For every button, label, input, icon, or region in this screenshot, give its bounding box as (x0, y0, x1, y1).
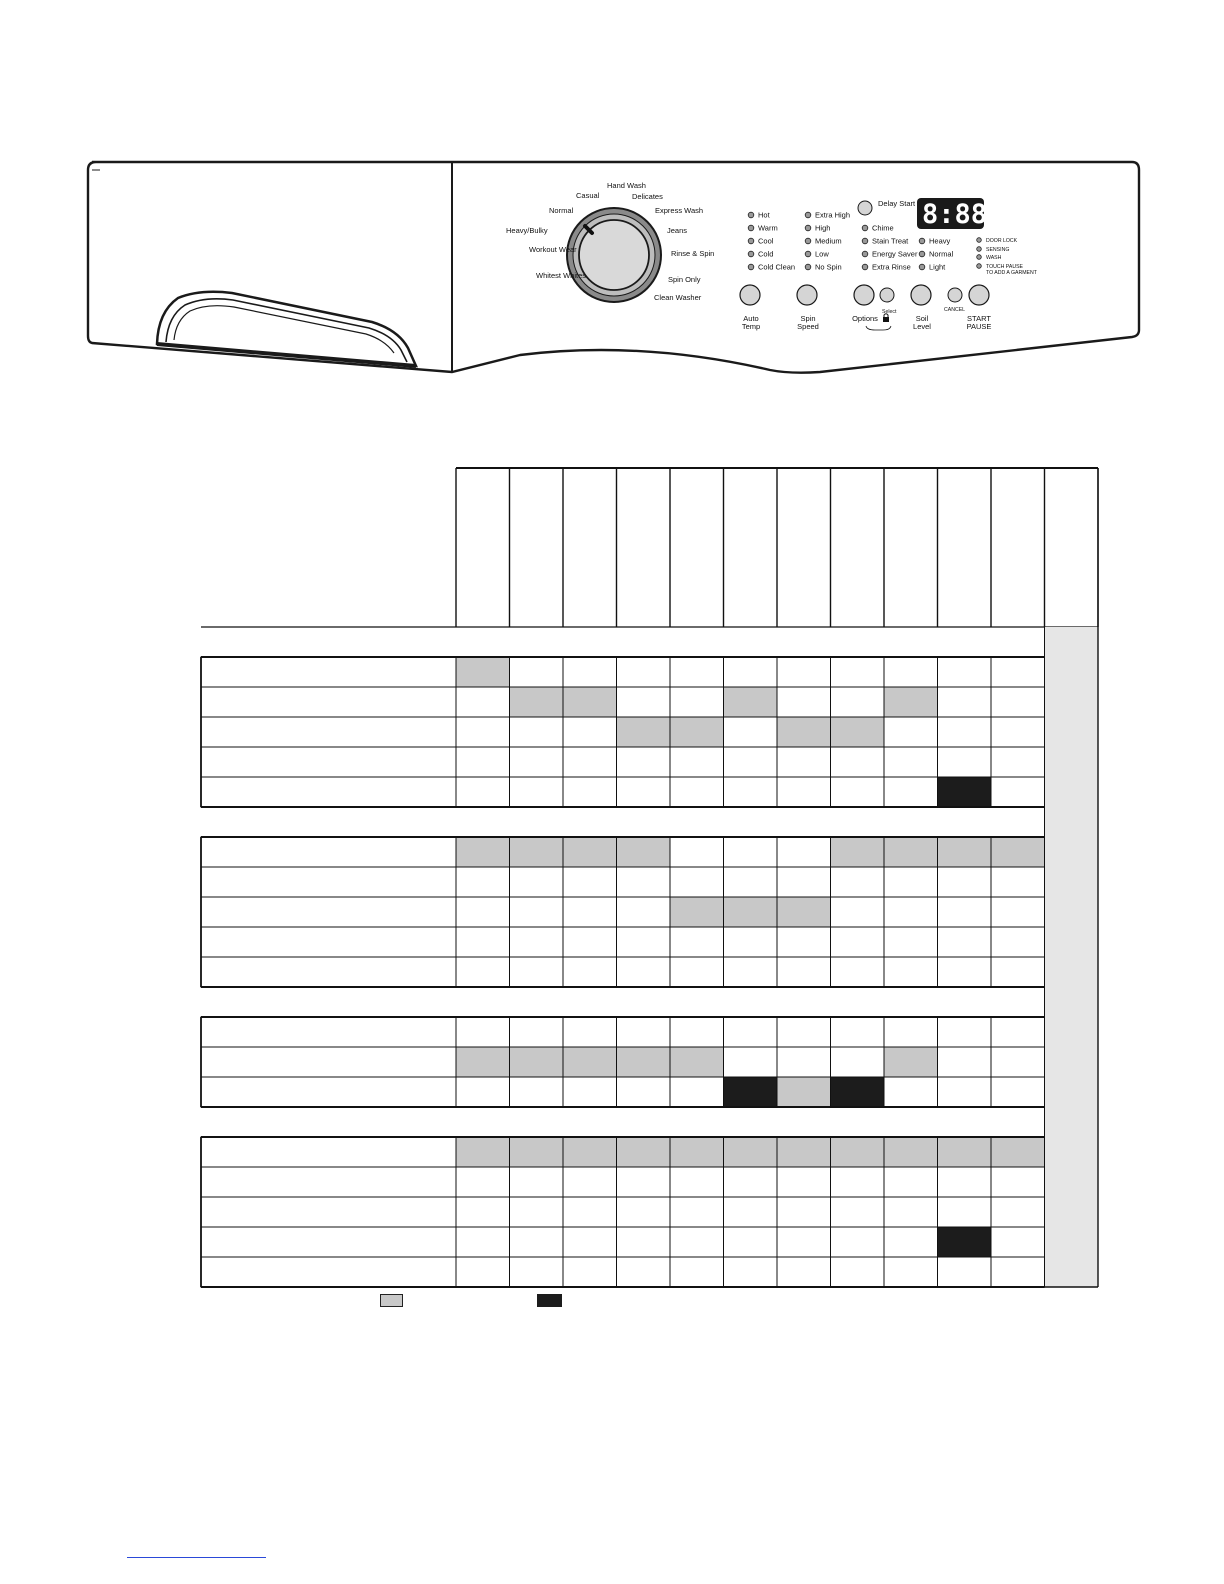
soil-indicator-label: Heavy (929, 236, 951, 246)
table-cell (884, 657, 938, 687)
table-row (201, 777, 1045, 807)
table-cell (777, 927, 831, 957)
table-cell (456, 927, 510, 957)
cycle-label: Jeans (667, 226, 688, 235)
table-row (201, 1197, 1045, 1227)
table-cell (724, 1257, 778, 1287)
table-cell (724, 1017, 778, 1047)
table-cell (670, 717, 724, 747)
table-cell (617, 1077, 671, 1107)
table-cell (510, 777, 564, 807)
table-cell (510, 747, 564, 777)
cycle-label: Clean Washer (654, 293, 702, 302)
table-cell (831, 927, 885, 957)
table-cell (831, 1047, 885, 1077)
table-cell (563, 1077, 617, 1107)
table-cell (456, 1137, 510, 1167)
table-cell (617, 1257, 671, 1287)
table-cell (510, 837, 564, 867)
table-cell (831, 897, 885, 927)
row-label-cell (201, 717, 456, 747)
table-cell (456, 1197, 510, 1227)
table-cell (617, 687, 671, 717)
table-cell (563, 747, 617, 777)
table-cell (670, 897, 724, 927)
table-cell (777, 657, 831, 687)
table-cell (777, 1137, 831, 1167)
table-cell (777, 897, 831, 927)
status-indicator-label: SENSING (986, 247, 1010, 253)
table-cell (884, 1197, 938, 1227)
table-cell (884, 1167, 938, 1197)
table-cell (991, 867, 1045, 897)
table-cell (938, 1227, 992, 1257)
table-cell (831, 747, 885, 777)
row-label-cell (201, 1077, 456, 1107)
temperature-indicator-label: Hot (758, 210, 770, 220)
row-label-cell (201, 657, 456, 687)
row-label-cell (201, 1137, 456, 1167)
table-row (201, 957, 1045, 987)
table-cell (777, 777, 831, 807)
table-cell (510, 1077, 564, 1107)
delay-start-label: Delay Start (878, 199, 916, 208)
row-label-cell (201, 957, 456, 987)
table-cell (831, 1137, 885, 1167)
table-cell (617, 957, 671, 987)
table-cell (724, 1197, 778, 1227)
table-cell (938, 1137, 992, 1167)
table-cell (510, 1197, 564, 1227)
table-cell (991, 1017, 1045, 1047)
table-cell (991, 1227, 1045, 1257)
row-label-cell (201, 1047, 456, 1077)
table-cell (724, 1137, 778, 1167)
cancel-label: CANCEL (944, 307, 966, 313)
table-row (201, 897, 1045, 927)
table-cell (938, 957, 992, 987)
option-indicator-label: Chime (872, 223, 894, 233)
temperature-indicator-label: Cool (758, 236, 774, 246)
row-label-cell (201, 867, 456, 897)
row-label-cell (201, 1017, 456, 1047)
table-cell (724, 777, 778, 807)
temperature-indicator-label: Warm (758, 223, 778, 233)
status-indicator-label: DOOR LOCK (986, 238, 1018, 244)
table-cell (510, 717, 564, 747)
table-cell (456, 657, 510, 687)
table-cell (777, 1197, 831, 1227)
table-cell (670, 657, 724, 687)
table-cell (670, 1017, 724, 1047)
table-cell (563, 717, 617, 747)
table-cell (991, 1077, 1045, 1107)
table-cell (938, 837, 992, 867)
table-cell (831, 1227, 885, 1257)
table-cell (938, 1197, 992, 1227)
table-cell (724, 687, 778, 717)
table-cell (670, 837, 724, 867)
cycle-label: Heavy/Bulky (506, 226, 548, 235)
row-label-cell (201, 747, 456, 777)
table-cell (884, 747, 938, 777)
row-label-cell (201, 1257, 456, 1287)
footer-link-underline[interactable] (127, 1557, 266, 1558)
table-cell (670, 957, 724, 987)
table-cell (563, 687, 617, 717)
table-cell (884, 777, 938, 807)
legend-default-swatch (380, 1294, 403, 1307)
table-cell (617, 717, 671, 747)
table-cell (831, 867, 885, 897)
table-cell (884, 1257, 938, 1287)
table-cell (884, 1017, 938, 1047)
table-cell (884, 927, 938, 957)
table-cell (938, 1047, 992, 1077)
table-cell (510, 927, 564, 957)
table-cell (884, 837, 938, 867)
table-cell (991, 777, 1045, 807)
table-cell (617, 1137, 671, 1167)
table-cell (670, 1167, 724, 1197)
table-cell (831, 1077, 885, 1107)
table-cell (670, 1047, 724, 1077)
table-cell (938, 717, 992, 747)
table-cell (563, 1047, 617, 1077)
table-cell (617, 747, 671, 777)
temperature-indicator-label: Cold Clean (758, 262, 796, 272)
table-cell (563, 1197, 617, 1227)
table-cell (724, 897, 778, 927)
time-display-value: 8:88 (922, 199, 988, 230)
table-cell (938, 747, 992, 777)
cycle-label: Delicates (632, 192, 663, 201)
table-cell (884, 1047, 938, 1077)
table-cell (777, 957, 831, 987)
table-cell (563, 1017, 617, 1047)
spin-indicator-label: High (815, 223, 831, 233)
table-row (201, 747, 1045, 777)
table-row (201, 927, 1045, 957)
table-cell (617, 927, 671, 957)
table-cell (617, 1017, 671, 1047)
table-cell (724, 1167, 778, 1197)
table-cell (617, 1227, 671, 1257)
table-cell (884, 687, 938, 717)
table-cell (777, 1257, 831, 1287)
table-cell (670, 927, 724, 957)
cycle-label: Casual (576, 191, 600, 200)
table-cell (456, 777, 510, 807)
table-cell (831, 687, 885, 717)
table-cell (456, 957, 510, 987)
table-cell (938, 657, 992, 687)
option-indicator-label: Stain Treat (872, 236, 909, 246)
table-row (201, 657, 1045, 687)
table-cell (456, 1077, 510, 1107)
table-cell (777, 747, 831, 777)
table-cell (831, 777, 885, 807)
table-cell (777, 1227, 831, 1257)
table-cell (884, 897, 938, 927)
table-row (201, 837, 1045, 867)
spin-speed-label: Spin Speed (797, 314, 819, 331)
table-cell (563, 897, 617, 927)
table-cell (510, 1257, 564, 1287)
soil-level-label: Soil Level (913, 314, 931, 331)
cycle-label: Normal (549, 206, 574, 215)
option-indicator-label: Energy Saver (872, 249, 918, 259)
table-cell (617, 837, 671, 867)
table-cell (510, 1227, 564, 1257)
table-cell (777, 1017, 831, 1047)
spin-indicator-label: Medium (815, 236, 842, 246)
table-cell (991, 1257, 1045, 1287)
table-cell (456, 1227, 510, 1257)
table-cell (831, 1017, 885, 1047)
table-cell (991, 657, 1045, 687)
table-cell (831, 1197, 885, 1227)
table-cell (456, 837, 510, 867)
table-cell (670, 687, 724, 717)
table-cell (884, 1137, 938, 1167)
table-cell (991, 1167, 1045, 1197)
cycle-label: Express Wash (655, 206, 704, 215)
table-cell (991, 717, 1045, 747)
options-label: Options (852, 314, 878, 323)
table-cell (456, 747, 510, 777)
temperature-indicator-label: Cold (758, 249, 774, 259)
table-cell (510, 657, 564, 687)
table-cell (724, 1227, 778, 1257)
row-label-cell (201, 1227, 456, 1257)
table-cell (724, 1077, 778, 1107)
row-label-cell (201, 1167, 456, 1197)
table-row (201, 1167, 1045, 1197)
table-cell (617, 777, 671, 807)
cycle-label: Spin Only (668, 275, 701, 284)
table-cell (617, 867, 671, 897)
table-cell (617, 1197, 671, 1227)
table-cell (831, 837, 885, 867)
table-cell (563, 657, 617, 687)
soil-indicator-label: Light (929, 262, 946, 272)
table-row (201, 717, 1045, 747)
option-indicator-label: Extra Rinse (872, 262, 911, 272)
table-cell (991, 1047, 1045, 1077)
table-cell (777, 1047, 831, 1077)
spin-indicator-label: Low (815, 249, 829, 259)
table-cell (510, 897, 564, 927)
table-cell (563, 837, 617, 867)
table-cell (938, 867, 992, 897)
table-cell (456, 1047, 510, 1077)
cycle-label: Rinse & Spin (671, 249, 715, 258)
table-cell (563, 957, 617, 987)
table-cell (456, 1167, 510, 1197)
table-cell (831, 717, 885, 747)
table-cell (884, 957, 938, 987)
row-label-cell (201, 897, 456, 927)
table-row (201, 1077, 1045, 1107)
table-row (201, 1137, 1045, 1167)
table-cell (724, 1047, 778, 1077)
table-row (201, 1017, 1045, 1047)
table-cell (456, 867, 510, 897)
select-label: Select (882, 309, 897, 315)
table-cell (724, 717, 778, 747)
table-cell (991, 687, 1045, 717)
side-column-shading (1045, 627, 1099, 1287)
table-cell (724, 867, 778, 897)
status-indicator-label: TOUCH PAUSE TO ADD A GARMENT (986, 264, 1037, 276)
table-cell (938, 1077, 992, 1107)
table-cell (670, 867, 724, 897)
table-cell (510, 1137, 564, 1167)
status-indicator-label: WASH (986, 255, 1002, 261)
table-cell (724, 927, 778, 957)
row-label-cell (201, 777, 456, 807)
table-row (201, 1257, 1045, 1287)
table-cell (777, 717, 831, 747)
cycle-label: Hand Wash (607, 181, 646, 190)
table-cell (563, 927, 617, 957)
table-cell (831, 1257, 885, 1287)
table-cell (670, 1197, 724, 1227)
table-cell (563, 867, 617, 897)
table-cell (563, 777, 617, 807)
table-cell (991, 747, 1045, 777)
table-cell (991, 1197, 1045, 1227)
table-cell (991, 837, 1045, 867)
table-cell (938, 1017, 992, 1047)
table-cell (670, 1077, 724, 1107)
table-cell (777, 1167, 831, 1197)
table-cell (831, 657, 885, 687)
legend-setting-swatch (537, 1294, 562, 1307)
table-cell (510, 957, 564, 987)
table-cell (510, 1047, 564, 1077)
table-cell (456, 717, 510, 747)
table-cell (938, 897, 992, 927)
row-label-cell (201, 687, 456, 717)
cycle-label: Workout Wear (529, 245, 577, 254)
table-cell (563, 1257, 617, 1287)
auto-temp-label: Auto Temp (741, 314, 761, 331)
table-cell (670, 777, 724, 807)
row-label-cell (201, 837, 456, 867)
table-cell (884, 1227, 938, 1257)
table-cell (724, 837, 778, 867)
table-cell (563, 1167, 617, 1197)
table-cell (563, 1227, 617, 1257)
row-label-cell (201, 927, 456, 957)
table-row (201, 867, 1045, 897)
table-cell (617, 1047, 671, 1077)
table-cell (670, 1257, 724, 1287)
table-cell (777, 867, 831, 897)
table-cell (884, 717, 938, 747)
table-cell (724, 747, 778, 777)
table-cell (938, 927, 992, 957)
table-cell (938, 1257, 992, 1287)
table-cell (456, 1257, 510, 1287)
table-row (201, 687, 1045, 717)
table-cell (510, 1167, 564, 1197)
table-cell (831, 957, 885, 987)
table-cell (938, 777, 992, 807)
table-cell (510, 687, 564, 717)
table-cell (617, 1167, 671, 1197)
table-cell (617, 897, 671, 927)
table-cell (456, 897, 510, 927)
table-cell (617, 657, 671, 687)
table-cell (563, 1137, 617, 1167)
table-cell (831, 1167, 885, 1197)
table-row (201, 1047, 1045, 1077)
table-cell (938, 1167, 992, 1197)
table-cell (670, 747, 724, 777)
row-label-cell (201, 1197, 456, 1227)
table-cell (456, 687, 510, 717)
table-cell (991, 897, 1045, 927)
cycle-label: Whitest Whites (536, 271, 587, 280)
table-cell (884, 867, 938, 897)
table-row (201, 1227, 1045, 1257)
start-pause-label: START PAUSE (966, 314, 992, 331)
spin-indicator-label: No Spin (815, 262, 842, 272)
table-cell (456, 1017, 510, 1047)
table-cell (670, 1227, 724, 1257)
table-cell (938, 687, 992, 717)
table-cell (991, 927, 1045, 957)
spin-indicator-label: Extra High (815, 210, 851, 220)
table-cell (670, 1137, 724, 1167)
table-cell (777, 687, 831, 717)
table-cell (991, 1137, 1045, 1167)
table-cell (777, 1077, 831, 1107)
table-cell (724, 657, 778, 687)
table-cell (510, 867, 564, 897)
table-cell (724, 957, 778, 987)
table-cell (884, 1077, 938, 1107)
table-cell (777, 837, 831, 867)
table-cell (991, 957, 1045, 987)
table-cell (510, 1017, 564, 1047)
soil-indicator-label: Normal (929, 249, 954, 259)
